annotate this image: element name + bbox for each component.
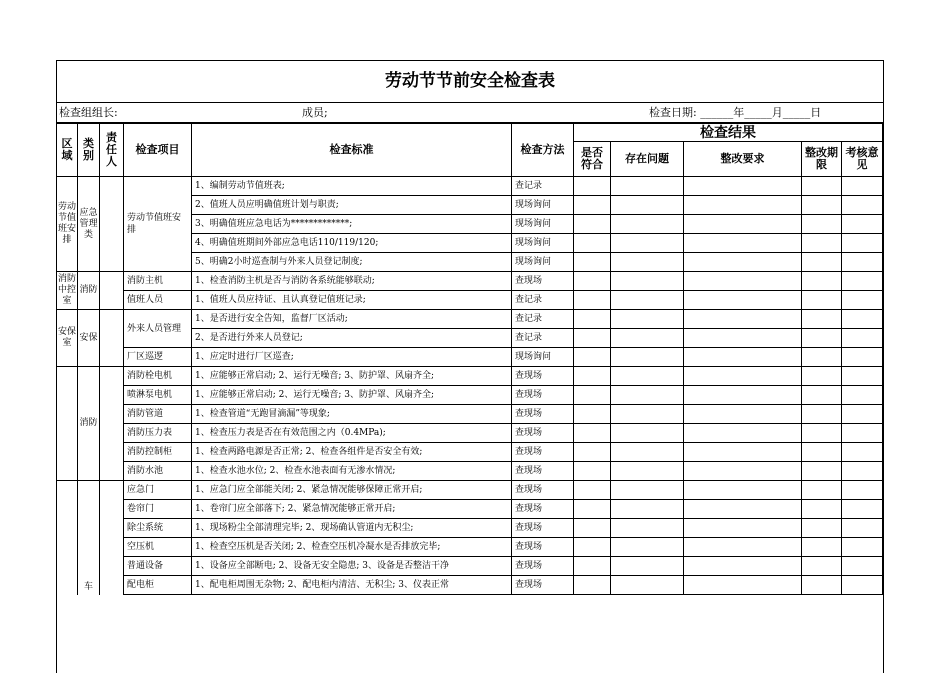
table-row (57, 481, 883, 500)
method-cell: 查现场 (512, 272, 574, 291)
item-cell: 消防管道 (124, 405, 192, 424)
area-cell (57, 367, 78, 481)
compliant-cell[interactable] (574, 234, 611, 253)
deadline-cell[interactable] (802, 500, 842, 519)
standard-cell: 3、明确值班应急电话为*************; (192, 215, 512, 234)
method-cell: 现场询问 (512, 253, 574, 272)
issue-cell[interactable] (611, 291, 684, 310)
review-cell[interactable] (842, 291, 883, 310)
issue-cell[interactable] (611, 519, 684, 538)
header-responsible: 责任人 (100, 124, 124, 177)
rectify-cell[interactable] (684, 386, 802, 405)
deadline-cell[interactable] (802, 576, 842, 595)
review-cell[interactable] (842, 424, 883, 443)
issue-cell[interactable] (611, 405, 684, 424)
compliant-cell[interactable] (574, 462, 611, 481)
deadline-cell[interactable] (802, 519, 842, 538)
review-cell[interactable] (842, 557, 883, 576)
area-cell (57, 481, 78, 595)
item-cell: 厂区巡逻 (124, 348, 192, 367)
responsible-cell[interactable] (100, 310, 124, 367)
issue-cell[interactable] (611, 424, 684, 443)
area-cell: 劳动节值班安排 (57, 177, 78, 272)
item-cell: 外来人员管理 (124, 310, 192, 348)
table-row (57, 443, 883, 462)
item-cell: 消防栓电机 (124, 367, 192, 386)
table-row (57, 462, 883, 481)
standard-cell: 1、检查压力表是否在有效范围之内（0.4MPa); (192, 424, 512, 443)
item-cell: 消防压力表 (124, 424, 192, 443)
method-cell: 查现场 (512, 538, 574, 557)
deadline-cell[interactable] (802, 291, 842, 310)
standard-cell: 1、应定时进行厂区巡查; (192, 348, 512, 367)
standard-cell: 1、检查两路电源是否正常; 2、检查各组件是否安全有效; (192, 443, 512, 462)
item-cell: 配电柜 (124, 576, 192, 595)
compliant-cell[interactable] (574, 196, 611, 215)
rectify-cell[interactable] (684, 253, 802, 272)
review-cell[interactable] (842, 272, 883, 291)
method-cell: 查现场 (512, 576, 574, 595)
item-cell: 消防主机 (124, 272, 192, 291)
standard-cell: 5、明确2小时巡查制与外来人员登记制度; (192, 253, 512, 272)
header-item: 检查项目 (124, 124, 192, 177)
method-cell: 现场询问 (512, 196, 574, 215)
issue-cell[interactable] (611, 177, 684, 196)
compliant-cell[interactable] (574, 215, 611, 234)
method-cell: 查记录 (512, 310, 574, 329)
compliant-cell[interactable] (574, 557, 611, 576)
rectify-cell[interactable] (684, 215, 802, 234)
review-cell[interactable] (842, 196, 883, 215)
standard-cell: 1、应急门应全部能关闭; 2、紧急情况能够保障正常开启; (192, 481, 512, 500)
deadline-cell[interactable] (802, 215, 842, 234)
review-cell[interactable] (842, 405, 883, 424)
table-row (57, 386, 883, 405)
method-cell: 查现场 (512, 424, 574, 443)
review-cell[interactable] (842, 367, 883, 386)
compliant-cell[interactable] (574, 424, 611, 443)
deadline-cell[interactable] (802, 462, 842, 481)
standard-cell: 2、值班人员应明确值班计划与职责; (192, 196, 512, 215)
header-category: 类别 (78, 124, 100, 177)
issue-cell[interactable] (611, 348, 684, 367)
issue-cell[interactable] (611, 500, 684, 519)
header-result: 检查结果 (574, 124, 883, 142)
issue-cell[interactable] (611, 253, 684, 272)
standard-cell: 1、检查消防主机是否与消防各系统能够联动; (192, 272, 512, 291)
review-cell[interactable] (842, 462, 883, 481)
item-cell: 普通设备 (124, 557, 192, 576)
compliant-cell[interactable] (574, 386, 611, 405)
compliant-cell[interactable] (574, 272, 611, 291)
deadline-cell[interactable] (802, 557, 842, 576)
deadline-cell[interactable] (802, 443, 842, 462)
standard-cell: 1、检查水池水位; 2、检查水池表面有无渗水情况; (192, 462, 512, 481)
issue-cell[interactable] (611, 215, 684, 234)
item-cell: 劳动节值班安排 (124, 177, 192, 272)
item-cell: 应急门 (124, 481, 192, 500)
category-cell: 安保 (78, 310, 100, 367)
table-row (57, 272, 883, 291)
issue-cell[interactable] (611, 272, 684, 291)
standard-cell: 1、检查空压机是否关闭; 2、检查空压机冷凝水是否排放完毕; (192, 538, 512, 557)
method-cell: 查现场 (512, 462, 574, 481)
standard-cell: 1、配电柜周围无杂物; 2、配电柜内清洁、无积尘; 3、仪表正常 (192, 576, 512, 595)
deadline-cell[interactable] (802, 196, 842, 215)
compliant-cell[interactable] (574, 310, 611, 329)
responsible-cell[interactable] (100, 481, 124, 595)
rectify-cell[interactable] (684, 500, 802, 519)
method-cell: 查现场 (512, 500, 574, 519)
compliant-cell[interactable] (574, 519, 611, 538)
deadline-cell[interactable] (802, 538, 842, 557)
header-method: 检查方法 (512, 124, 574, 177)
item-cell: 消防控制柜 (124, 443, 192, 462)
compliant-cell[interactable] (574, 291, 611, 310)
rectify-cell[interactable] (684, 557, 802, 576)
review-cell[interactable] (842, 329, 883, 348)
standard-cell: 1、检查管道“无跑冒滴漏”等现象; (192, 405, 512, 424)
rectify-cell[interactable] (684, 329, 802, 348)
method-cell: 现场询问 (512, 348, 574, 367)
method-cell: 现场询问 (512, 234, 574, 253)
method-cell: 现场询问 (512, 215, 574, 234)
review-cell[interactable] (842, 386, 883, 405)
item-cell: 空压机 (124, 538, 192, 557)
item-cell: 消防水池 (124, 462, 192, 481)
method-cell: 查现场 (512, 405, 574, 424)
header-compliant: 是否符合 (574, 142, 611, 177)
rectify-cell[interactable] (684, 234, 802, 253)
compliant-cell[interactable] (574, 348, 611, 367)
rectify-cell[interactable] (684, 538, 802, 557)
issue-cell[interactable] (611, 196, 684, 215)
table-row (57, 576, 883, 595)
method-cell: 查现场 (512, 557, 574, 576)
rectify-cell[interactable] (684, 196, 802, 215)
responsible-cell[interactable] (100, 367, 124, 481)
table-row (57, 424, 883, 443)
meta-row (57, 103, 883, 123)
deadline-cell[interactable] (802, 348, 842, 367)
header-standard: 检查标准 (192, 124, 512, 177)
table-row (57, 538, 883, 557)
area-cell: 消防中控室 (57, 272, 78, 310)
item-cell: 除尘系统 (124, 519, 192, 538)
category-cell: 消防 (78, 272, 100, 310)
issue-cell[interactable] (611, 462, 684, 481)
area-cell: 安保室 (57, 310, 78, 367)
header-rectify: 整改要求 (684, 142, 802, 177)
rectify-cell[interactable] (684, 310, 802, 329)
issue-cell[interactable] (611, 538, 684, 557)
issue-cell[interactable] (611, 329, 684, 348)
review-cell[interactable] (842, 234, 883, 253)
rectify-cell[interactable] (684, 519, 802, 538)
sheet-title: 劳动节节前安全检查表 (57, 61, 883, 103)
leader-field[interactable]: 检查组组长: (59, 106, 118, 119)
inspection-table (56, 123, 883, 595)
deadline-cell[interactable] (802, 329, 842, 348)
table-row (57, 348, 883, 367)
method-cell: 查现场 (512, 443, 574, 462)
rectify-cell[interactable] (684, 443, 802, 462)
compliant-cell[interactable] (574, 367, 611, 386)
standard-cell: 2、是否进行外来人员登记; (192, 329, 512, 348)
compliant-cell[interactable] (574, 329, 611, 348)
table-row (57, 177, 883, 196)
review-cell[interactable] (842, 348, 883, 367)
category-cell: 车 (78, 481, 100, 595)
deadline-cell[interactable] (802, 424, 842, 443)
deadline-cell[interactable] (802, 234, 842, 253)
review-cell[interactable] (842, 519, 883, 538)
table-row (57, 500, 883, 519)
category-cell: 消防 (78, 367, 100, 481)
issue-cell[interactable] (611, 234, 684, 253)
compliant-cell[interactable] (574, 253, 611, 272)
issue-cell[interactable] (611, 310, 684, 329)
rectify-cell[interactable] (684, 291, 802, 310)
deadline-cell[interactable] (802, 177, 842, 196)
compliant-cell[interactable] (574, 481, 611, 500)
review-cell[interactable] (842, 253, 883, 272)
rectify-cell[interactable] (684, 367, 802, 386)
issue-cell[interactable] (611, 443, 684, 462)
standard-cell: 1、应能够正常启动; 2、运行无噪音; 3、防护罩、风扇齐全; (192, 386, 512, 405)
standard-cell: 1、应能够正常启动; 2、运行无噪音; 3、防护罩、风扇齐全; (192, 367, 512, 386)
issue-cell[interactable] (611, 557, 684, 576)
standard-cell: 1、是否进行安全告知，监督厂区活动; (192, 310, 512, 329)
deadline-cell[interactable] (802, 310, 842, 329)
rectify-cell[interactable] (684, 481, 802, 500)
deadline-cell[interactable] (802, 253, 842, 272)
compliant-cell[interactable] (574, 443, 611, 462)
standard-cell: 1、设备应全部断电; 2、设备无安全隐患; 3、设备是否整洁干净 (192, 557, 512, 576)
review-cell[interactable] (842, 215, 883, 234)
table-row (57, 557, 883, 576)
header-deadline: 整改期限 (802, 142, 842, 177)
review-cell[interactable] (842, 443, 883, 462)
deadline-cell[interactable] (802, 481, 842, 500)
deadline-cell[interactable] (802, 367, 842, 386)
rectify-cell[interactable] (684, 177, 802, 196)
header-issue: 存在问题 (611, 142, 684, 177)
review-cell[interactable] (842, 177, 883, 196)
standard-cell: 1、现场粉尘全部清理完毕; 2、现场确认管道内无积尘; (192, 519, 512, 538)
deadline-cell[interactable] (802, 386, 842, 405)
method-cell: 查现场 (512, 367, 574, 386)
header-review: 考核意见 (842, 142, 883, 177)
members-field[interactable]: 成员; (302, 106, 328, 119)
item-cell: 喷淋泵电机 (124, 386, 192, 405)
standard-cell: 1、编制劳动节值班表; (192, 177, 512, 196)
standard-cell: 1、卷帘门应全部落下; 2、紧急情况能够正常开启; (192, 500, 512, 519)
issue-cell[interactable] (611, 367, 684, 386)
review-cell[interactable] (842, 538, 883, 557)
compliant-cell[interactable] (574, 177, 611, 196)
inspection-sheet (56, 60, 884, 673)
issue-cell[interactable] (611, 481, 684, 500)
method-cell: 查现场 (512, 519, 574, 538)
rectify-cell[interactable] (684, 348, 802, 367)
table-row (57, 310, 883, 329)
method-cell: 查记录 (512, 291, 574, 310)
compliant-cell[interactable] (574, 405, 611, 424)
rectify-cell[interactable] (684, 405, 802, 424)
responsible-cell[interactable] (100, 177, 124, 272)
method-cell: 查现场 (512, 481, 574, 500)
review-cell[interactable] (842, 481, 883, 500)
header-area: 区域 (57, 124, 78, 177)
deadline-cell[interactable] (802, 405, 842, 424)
table-row (57, 367, 883, 386)
review-cell[interactable] (842, 576, 883, 595)
standard-cell: 1、值班人员应持证、且认真登记值班记录; (192, 291, 512, 310)
method-cell: 查记录 (512, 329, 574, 348)
review-cell[interactable] (842, 310, 883, 329)
item-cell: 值班人员 (124, 291, 192, 310)
compliant-cell[interactable] (574, 538, 611, 557)
method-cell: 查记录 (512, 177, 574, 196)
issue-cell[interactable] (611, 576, 684, 595)
review-cell[interactable] (842, 500, 883, 519)
method-cell: 查现场 (512, 386, 574, 405)
issue-cell[interactable] (611, 386, 684, 405)
category-cell: 应急管理类 (78, 177, 100, 272)
table-row (57, 405, 883, 424)
rectify-cell[interactable] (684, 576, 802, 595)
date-field[interactable]: 检查日期: ______年_____月_____日 (649, 106, 822, 119)
table-row (57, 519, 883, 538)
rectify-cell[interactable] (684, 424, 802, 443)
compliant-cell[interactable] (574, 500, 611, 519)
item-cell: 卷帘门 (124, 500, 192, 519)
rectify-cell[interactable] (684, 462, 802, 481)
standard-cell: 4、明确值班期间外部应急电话110/119/120; (192, 234, 512, 253)
rectify-cell[interactable] (684, 272, 802, 291)
responsible-cell[interactable] (100, 272, 124, 310)
table-row (57, 291, 883, 310)
deadline-cell[interactable] (802, 272, 842, 291)
compliant-cell[interactable] (574, 576, 611, 595)
